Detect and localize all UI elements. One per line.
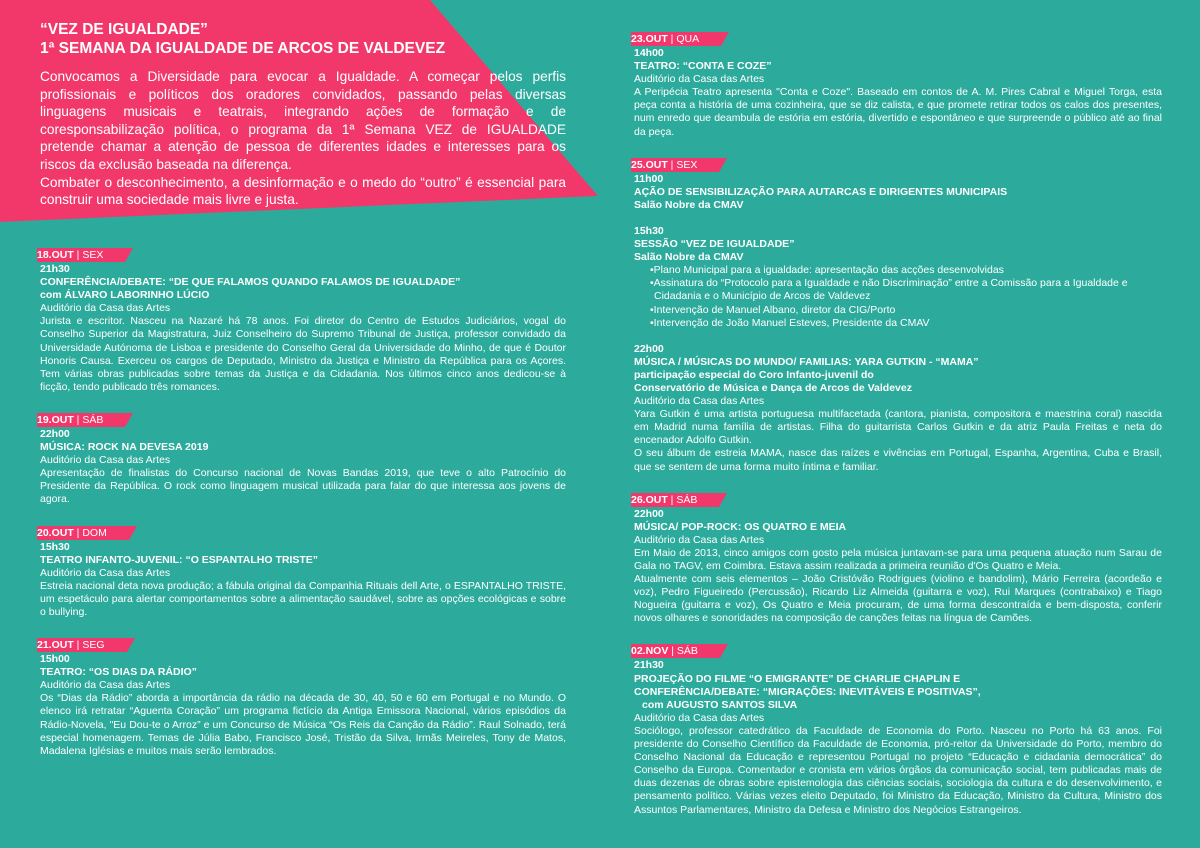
event-description: Yara Gutkin é uma artista portuguesa multifacetada (cantora, pianista, compositora e maestrina coral) nascida em Madrid numa família de artistas. Filha do guitarrista Carlos Gutkin e da atriz Paula Freitas e neta do encenador Adolfo Gutkin. bbox=[634, 408, 1162, 447]
intro-text-2: Combater o desconhecimento, a desinformação e o medo do “outro” é essencial para construir uma sociedade mais livre e justa. bbox=[40, 174, 566, 208]
event-title: MÚSICA: ROCK NA DEVESA 2019 bbox=[40, 441, 209, 454]
list-item: •Assinatura do “Protocolo para a Igualdade e não Discriminação” entre a Comissão para a Igualdade e Cidadania e o Município de Arcos de Valdevez bbox=[650, 277, 1128, 303]
event-place: Salão Nobre da CMAV bbox=[634, 251, 744, 264]
event-description: Em Maio de 2013, cinco amigos com gosto pela música juntavam-se para uma pequena atuação num Sarau de Gala no TAGV, em Coimbra. Estava assim realizada a primeira reunião d'Os Quatro e Meia. bbox=[634, 546, 1162, 572]
event-body bbox=[634, 508, 1162, 626]
event-description: Apresentação de finalistas do Concurso nacional de Novas Bandas 2019, que teve o alto Patrocínio do Presidente da República. O rock como linguagem musical utilizada para falar do que interessa aos jovens de agora. bbox=[40, 467, 566, 506]
right-column bbox=[631, 29, 1162, 833]
event-place: Auditório da Casa das Artes bbox=[40, 454, 171, 467]
intro-text: Convocamos a Diversidade para evocar a Igualdade. A começar pelos perfis profissionais e políticos dos oradores convidados, passando pelas diversas linguagens musicais e teatrais, integrando ações de formação e de coresponsabilização política, o programa da 1ª Semana VEZ de IGUALDADE pretende chamar a atenção de pessoa de diferentes idades e interesses para os riscos da exclusão baseada na diferença. bbox=[40, 69, 566, 172]
event-description: Atualmente com seis elementos – João Cristóvão Rodrigues (violino e bandolim), Mário Ferreira (acordeão e voz), Pedro Figueiredo (Percussão), Ricardo Liz Almeida (guitarra e voz), Rui Marques (contrabaixo) e Tiago Nogueira (guitarra e voz), Os Quatro e Meia procuram, de uma forma descontraída e bem-disposta, conferir novos olhares e sonoridades na composição de canções feitas na língua de Camões. bbox=[634, 573, 1162, 625]
event-title: CONFERÊNCIA/DEBATE: “DE QUE FALAMOS QUANDO FALAMOS DE IGUALDADE” bbox=[40, 276, 461, 289]
date-tag: 23.OUT | QUA bbox=[631, 32, 721, 46]
event-time: 22h00 bbox=[634, 507, 664, 520]
date-tag: 19.OUT | SÁB bbox=[37, 413, 125, 427]
event-title: MÚSICA/ POP-ROCK: OS QUATRO E MEIA bbox=[634, 520, 847, 533]
date-tag: 21.OUT | SEG bbox=[37, 638, 127, 652]
event-place: Auditório da Casa das Artes bbox=[634, 533, 765, 546]
event-20-out bbox=[37, 523, 566, 620]
list-item: •Plano Municipal para a igualdade: apresentação das acções desenvolvidas bbox=[650, 264, 1004, 277]
event-place: Auditório da Casa das Artes bbox=[634, 73, 765, 86]
event-23-out bbox=[631, 29, 1162, 139]
event-description: O seu álbum de estreia MAMA, nasce das raízes e vivências em Portugal, Espanha, Argentina, Cuba e Brasil, que se sentem de uma forma muito íntima e familiar. bbox=[634, 447, 1162, 473]
event-25-out bbox=[631, 155, 1162, 474]
session-list bbox=[634, 264, 1162, 329]
event-title: CONFERÊNCIA/DEBATE: “MIGRAÇÕES: INEVITÁVEIS E POSITIVAS”, bbox=[634, 685, 981, 698]
event-title: PROJEÇÃO DO FILME “O EMIGRANTE” DE CHARLIE CHAPLIN E bbox=[634, 672, 961, 685]
event-place: Auditório da Casa das Artes bbox=[40, 679, 171, 692]
event-body bbox=[40, 653, 566, 758]
date-tag: 26.OUT | SÁB bbox=[631, 493, 719, 507]
list-item: •Intervenção de Manuel Albano, diretor da CIG/Porto bbox=[650, 303, 896, 316]
title-line-1: “VEZ DE IGUALDADE” bbox=[40, 21, 208, 38]
event-26-out bbox=[631, 490, 1162, 626]
event-subtitle: com ÁLVARO LABORINHO LÚCIO bbox=[40, 289, 210, 302]
event-time: 15h30 bbox=[634, 224, 664, 237]
event-02-nov bbox=[631, 641, 1162, 816]
event-subtitle: participação especial do Coro Infanto-juvenil do bbox=[634, 368, 874, 381]
date-tag: 02.NOV | SÁB bbox=[631, 644, 720, 658]
event-place: Auditório da Casa das Artes bbox=[634, 711, 765, 724]
event-time: 15h30 bbox=[40, 540, 70, 553]
event-description: Jurista e escritor. Nasceu na Nazaré há 78 anos. Foi diretor do Centro de Estudos Judiciários, vogal do Conselho Superior da Magistratura, Juiz Conselheiro do Supremo Tribunal de Justiça, professor convidado da Universidade Autónoma de Lisboa e presidente do Conselho Geral da Universidade do Minho, de que é Doutor Honoris Causa. Exerceu os cargos de Deputado, Ministro da Justiça e Ministro da República para os Açores. Tem várias obras publicadas sobre temas da Justiça e da Cidadania. Nos últimos cinco anos dedicou-se à ficção, tendo publicado três romances. bbox=[40, 315, 566, 393]
event-subtitle: Conservatório de Música e Dança de Arcos de Valdevez bbox=[634, 381, 912, 394]
event-body bbox=[634, 47, 1162, 139]
event-body bbox=[40, 428, 566, 507]
event-description: Sociólogo, professor catedrático da Faculdade de Economia do Porto. Nasceu no Porto há 63 anos. Foi presidente do Conselho Científico da Faculdade de Economia, pró-reitor da Universidade do Porto, membro do Conselho Nacional da Educação e representou Portugal no projeto “Educação e cidadania democrática” do Conselho da Europa. Comentador e cronista em vários órgãos da comunicação social, tem publicadas mais de duas dezenas de obras sobre epistemologia das ciências sociais, sociologia da cultura e do desenvolvimento, e pensamento político. Várias vezes eleito Deputado, foi Ministro da Educação, Ministro da Cultura, Ministro dos Assuntos Parlamentares, Ministro da Defesa e Ministro dos Negócios Estrangeiros. bbox=[634, 724, 1162, 816]
event-time: 21h30 bbox=[40, 263, 70, 275]
event-body bbox=[634, 173, 1162, 474]
event-title: MÚSICA / MÚSICAS DO MUNDO/ FAMILIAS: YARA GUTKIN - “MAMA” bbox=[634, 355, 979, 368]
event-time: 11h00 bbox=[634, 172, 664, 185]
event-place: Auditório da Casa das Artes bbox=[40, 302, 171, 315]
event-time: 21h30 bbox=[634, 659, 664, 672]
event-time: 15h00 bbox=[40, 653, 70, 666]
event-place: Salão Nobre da CMAV bbox=[634, 198, 744, 211]
date-tag: 18.OUT | SEX bbox=[37, 248, 125, 262]
event-18-out bbox=[37, 245, 566, 394]
event-description: Estreia nacional deta nova produção; a fábula original da Companhia Rituais dell Arte, o ESPANTALHO TRISTE, um espetáculo para alertar comportamentos sobre a alimentação saudável, sobre as opções ecológicas e sobre o bullying. bbox=[40, 579, 566, 618]
event-time: 14h00 bbox=[634, 47, 664, 59]
event-title: SESSÃO “VEZ DE IGUALDADE” bbox=[634, 238, 795, 251]
event-subtitle: com AUGUSTO SANTOS SILVA bbox=[642, 698, 798, 711]
event-place: Auditório da Casa das Artes bbox=[40, 566, 171, 579]
page-title bbox=[40, 20, 566, 58]
event-place: Auditório da Casa das Artes bbox=[634, 395, 765, 408]
date-tag: 25.OUT | SEX bbox=[631, 158, 719, 172]
event-21-out bbox=[37, 635, 566, 758]
header-banner bbox=[0, 0, 600, 222]
event-title: TEATRO: “CONTA E COZE” bbox=[634, 60, 772, 73]
spacer bbox=[634, 212, 1162, 225]
event-time: 22h00 bbox=[40, 427, 70, 440]
event-description: Os “Dias da Rádio” aborda a importância da rádio na década de 30, 40, 50 e 60 em Portugal e no Mundo. O elenco irá retratar “Aguenta Coração” um programa fictício da Antiga Emissora Nacional, vários episódios da Rádio-Novela, "Eu Dou-te o Arroz” e um Concurso de Música “Os Reis da Canção da Rádio”. Raul Solnado, terá especial homenagem. Temas de Júlia Babo, Francisco José, Tristão da Silva, Irmãs Meireles, Tony de Matos, Madalena Iglésias e muitos mais serão lembrados. bbox=[40, 692, 566, 757]
event-title: AÇÃO DE SENSIBILIZAÇÃO PARA AUTARCAS E DIRIGENTES MUNICIPAIS bbox=[634, 185, 1008, 198]
banner-text bbox=[40, 20, 566, 209]
event-body bbox=[634, 659, 1162, 816]
spacer bbox=[634, 330, 1162, 343]
event-time: 22h00 bbox=[634, 342, 664, 355]
event-title: TEATRO INFANTO-JUVENIL: “O ESPANTALHO TRISTE” bbox=[40, 553, 319, 566]
event-body bbox=[40, 541, 566, 620]
list-item: •Intervenção de João Manuel Esteves, Presidente da CMAV bbox=[650, 316, 930, 329]
title-line-2: 1ª SEMANA DA IGUALDADE DE ARCOS DE VALDEVEZ bbox=[40, 40, 446, 57]
event-19-out bbox=[37, 410, 566, 507]
date-tag: 20.OUT | DOM bbox=[37, 526, 129, 540]
left-column bbox=[37, 245, 566, 774]
event-description: A Peripécia Teatro apresenta "Conta e Coze". Baseado em contos de A. M. Pires Cabral e Miguel Torga, esta peça conta a história de uma cozinheira, que se diz calista, e que promete retirar todos os calos dos presentes, num enredo que deambula de estória em estória, divertido e espontâneo e que surpreende o público até ao final da peça. bbox=[634, 86, 1162, 138]
event-title: TEATRO: “OS DIAS DA RÁDIO” bbox=[40, 666, 197, 679]
event-body bbox=[40, 263, 566, 394]
